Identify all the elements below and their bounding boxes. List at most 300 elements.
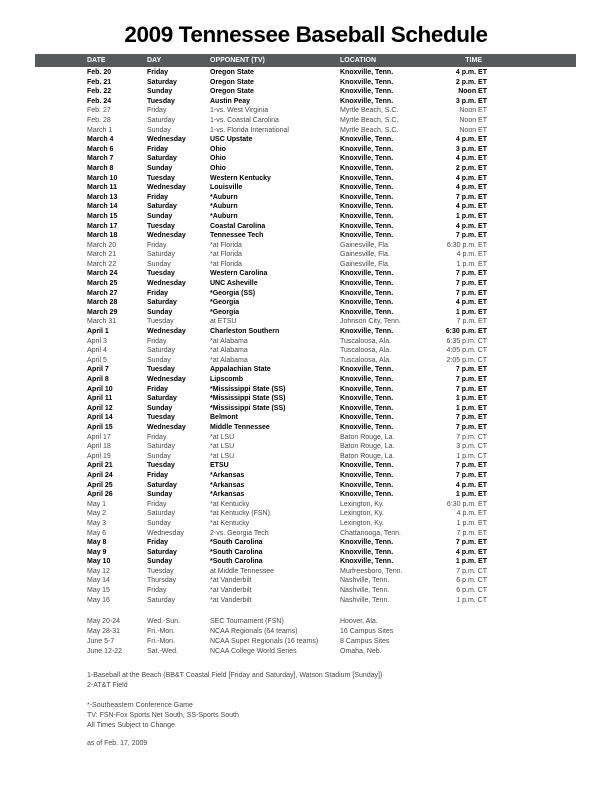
cell-opp: *Georgia (SS) xyxy=(210,289,256,297)
cell-time: 7 p.m. ET xyxy=(455,280,487,288)
cell-day: Sunday xyxy=(147,126,171,134)
cell-opp: *at Kentucky xyxy=(210,519,250,527)
cell-date: May 6 xyxy=(87,529,107,537)
cell-day: Saturday xyxy=(147,203,177,211)
cell-opp: *South Carolina xyxy=(210,558,263,566)
cell-day: Tuesday xyxy=(147,222,175,230)
column-header-opponent: OPPONENT (TV) xyxy=(210,57,265,64)
cell-day: Saturday xyxy=(147,116,176,124)
table-row xyxy=(35,289,576,299)
table-row xyxy=(35,337,576,347)
cell-day: Friday xyxy=(147,500,167,508)
cell-loc: Omaha, Neb. xyxy=(340,648,382,656)
cell-loc: Knoxville, Tenn. xyxy=(340,548,394,556)
table-row xyxy=(35,461,576,471)
table-row xyxy=(35,308,576,318)
cell-time: 7 p.m. ET xyxy=(455,193,487,201)
cell-day: Wed.-Sun. xyxy=(147,618,180,626)
cell-loc: Myrtle Beach, S.C. xyxy=(340,126,399,134)
cell-opp: *at Kentucky (FSN) xyxy=(210,510,270,518)
cell-time: 1 p.m. ET xyxy=(455,212,487,220)
cell-day: Tuesday xyxy=(147,97,175,105)
cell-opp: Coastal Carolina xyxy=(210,222,266,230)
cell-opp: *at Kentucky xyxy=(210,500,250,508)
cell-time: 4:05 p.m. CT xyxy=(446,347,487,355)
cell-loc: Nashville, Tenn. xyxy=(340,577,390,585)
cell-date: April 24 xyxy=(87,471,113,479)
cell-day: Saturday xyxy=(147,548,177,556)
table-row xyxy=(35,231,576,241)
schedule-table xyxy=(35,54,576,657)
cell-date: March 22 xyxy=(87,260,117,268)
cell-day: Wednesday xyxy=(147,328,186,336)
cell-time: Noon ET xyxy=(458,88,487,96)
cell-opp: USC Upstate xyxy=(210,136,253,144)
table-row xyxy=(35,87,576,97)
cell-day: Sunday xyxy=(147,404,173,412)
cell-time: 7 p.m. ET xyxy=(455,270,487,278)
cell-loc: Hoover, Ala. xyxy=(340,618,378,626)
cell-day: Friday xyxy=(147,385,169,393)
cell-time: 7 p.m. ET xyxy=(455,385,487,393)
cell-day: Sunday xyxy=(147,308,173,316)
cell-opp: NCAA College World Series xyxy=(210,648,297,656)
cell-date: April 12 xyxy=(87,404,113,412)
cell-time: 7 p.m. CT xyxy=(456,433,487,441)
cell-time xyxy=(430,647,487,657)
cell-date: March 13 xyxy=(87,193,118,201)
cell-opp: 1-vs. Coastal Carolina xyxy=(210,116,279,124)
cell-day: Tuesday xyxy=(147,414,175,422)
cell-opp: *South Carolina xyxy=(210,548,263,556)
cell-date: March 17 xyxy=(87,222,118,230)
cell-opp: at Middle Tennessee xyxy=(210,567,275,575)
cell-day: Saturday xyxy=(147,155,177,163)
cell-date: March 14 xyxy=(87,203,118,211)
cell-time: 1 p.m. ET xyxy=(455,395,487,403)
footnote-line: 1-Baseball at the Beach (BB&T Coastal Field [Friday and Saturday], Watson Stadium [Sunday]) xyxy=(87,672,383,679)
cell-day: Saturday xyxy=(147,251,176,259)
cell-date: May 20-24 xyxy=(87,618,121,626)
cell-date: March 28 xyxy=(87,299,118,307)
table-row xyxy=(35,548,576,558)
table-row xyxy=(35,413,576,423)
cell-loc: Baton Rouge, La. xyxy=(340,452,395,460)
cell-date: April 8 xyxy=(87,376,109,383)
cell-loc: Knoxville, Tenn. xyxy=(340,88,394,96)
table-row xyxy=(35,164,576,174)
cell-loc: Knoxville, Tenn. xyxy=(340,203,394,211)
cell-loc: Knoxville, Tenn. xyxy=(340,491,394,499)
cell-date: March 4 xyxy=(87,136,114,144)
table-row xyxy=(35,404,576,414)
table-row xyxy=(35,596,576,606)
cell-opp: at ETSU xyxy=(210,318,237,326)
cell-loc: Murfreesboro, Tenn. xyxy=(340,567,403,575)
column-header-location: LOCATION xyxy=(340,57,377,64)
cell-time: 4 p.m. ET xyxy=(455,69,487,76)
cell-day: Friday xyxy=(147,587,167,595)
cell-day: Fri.-Mon. xyxy=(147,638,175,646)
table-row xyxy=(35,116,576,126)
cell-opp: Western Carolina xyxy=(210,270,268,278)
cell-loc: Nashville, Tenn. xyxy=(340,596,390,604)
venue-footnotes xyxy=(87,671,382,691)
footnote-line: TV: FSN-Fox Sports Net South, SS-Sports South xyxy=(87,712,239,719)
cell-loc: Gainesville, Fla. xyxy=(340,241,390,249)
cell-time: 4 p.m. ET xyxy=(455,299,487,307)
cell-loc: Chattanooga, Tenn. xyxy=(340,529,401,537)
table-row xyxy=(35,202,576,212)
cell-loc: Knoxville, Tenn. xyxy=(340,366,394,374)
cell-time: 1 p.m. ET xyxy=(455,491,487,499)
cell-time: 4 p.m. ET xyxy=(455,481,487,489)
cell-opp: Ohio xyxy=(210,145,226,153)
cell-opp: Western Kentucky xyxy=(210,174,271,182)
cell-day: Friday xyxy=(147,337,167,345)
cell-time: 6:35 p.m. CT xyxy=(446,337,487,345)
table-row xyxy=(35,375,576,385)
cell-day: Sunday xyxy=(147,260,171,268)
cell-loc: Knoxville, Tenn. xyxy=(340,395,394,403)
cell-loc: Knoxville, Tenn. xyxy=(340,462,394,470)
cell-date: April 5 xyxy=(87,356,107,364)
cell-time: 6:30 p.m. ET xyxy=(446,241,487,249)
cell-loc: Gainesville, Fla. xyxy=(340,251,390,259)
cell-date: May 12 xyxy=(87,567,110,575)
cell-opp: NCAA Regionals (64 teams) xyxy=(210,628,298,636)
cell-day: Saturday xyxy=(147,443,176,451)
cell-loc: Lexington, Ky. xyxy=(340,510,384,518)
column-header-time: TIME xyxy=(465,57,482,64)
table-row xyxy=(35,212,576,222)
cell-loc: Knoxville, Tenn. xyxy=(340,232,394,240)
cell-loc: Knoxville, Tenn. xyxy=(340,558,394,566)
cell-loc: Knoxville, Tenn. xyxy=(340,328,394,336)
cell-time: 7 p.m. ET xyxy=(455,414,487,422)
cell-time: 1 p.m. ET xyxy=(455,404,487,412)
cell-date: March 27 xyxy=(87,289,118,297)
cell-time: 7 p.m. ET xyxy=(455,539,487,547)
table-row xyxy=(35,68,576,78)
cell-day: Wednesday xyxy=(147,136,186,144)
cell-time: 7 p.m. ET xyxy=(455,232,487,240)
cell-date: April 11 xyxy=(87,395,113,403)
cell-loc: Tuscaloosa, Ala. xyxy=(340,337,392,345)
cell-loc: Knoxville, Tenn. xyxy=(340,184,394,192)
cell-day: Friday xyxy=(147,107,167,115)
table-row xyxy=(35,481,576,491)
cell-date: April 25 xyxy=(87,481,113,489)
cell-loc: Baton Rouge, La. xyxy=(340,433,395,441)
cell-day: Thursday xyxy=(147,577,177,585)
cell-time: 3 p.m. CT xyxy=(456,443,487,451)
cell-opp: *Mississippi State (SS) xyxy=(210,404,286,412)
cell-time: 4 p.m. ET xyxy=(455,548,487,556)
table-row xyxy=(35,394,576,404)
cell-opp: SEC Tournament (FSN) xyxy=(210,618,284,626)
cell-date: March 21 xyxy=(87,251,117,259)
cell-opp: Appalachian State xyxy=(210,366,271,374)
table-header-row xyxy=(35,54,576,67)
table-row xyxy=(35,193,576,203)
cell-opp: Oregon State xyxy=(210,78,254,86)
cell-date: March 20 xyxy=(87,241,117,249)
cell-day: Sunday xyxy=(147,356,171,364)
cell-date: Feb. 27 xyxy=(87,107,111,115)
cell-opp: *at LSU xyxy=(210,443,235,451)
cell-day: Sunday xyxy=(147,452,171,460)
cell-opp: *at Vanderbilt xyxy=(210,596,252,604)
cell-time: 1 p.m. ET xyxy=(455,558,487,566)
cell-opp: NCAA Super Regionals (16 teams) xyxy=(210,638,319,646)
cell-day: Tuesday xyxy=(147,366,175,374)
cell-date: March 25 xyxy=(87,280,118,288)
cell-day: Friday xyxy=(147,289,169,297)
cell-day: Fri.-Mon. xyxy=(147,628,175,636)
cell-loc: Knoxville, Tenn. xyxy=(340,289,394,297)
cell-loc: Lexington, Ky. xyxy=(340,519,384,527)
cell-time: 3 p.m. ET xyxy=(455,97,487,105)
table-row xyxy=(35,106,576,116)
cell-loc: Knoxville, Tenn. xyxy=(340,471,394,479)
cell-date: May 15 xyxy=(87,587,110,595)
cell-date: March 15 xyxy=(87,212,118,220)
cell-loc: Knoxville, Tenn. xyxy=(340,78,394,86)
cell-day: Wednesday xyxy=(147,529,184,537)
cell-time: 4 p.m. ET xyxy=(455,136,487,144)
cell-time: 3 p.m. ET xyxy=(455,145,487,153)
cell-loc: Knoxville, Tenn. xyxy=(340,280,394,288)
cell-loc: Lexington, Ky. xyxy=(340,500,384,508)
table-row xyxy=(35,385,576,395)
cell-time: 2:05 p.m. CT xyxy=(446,356,487,364)
cell-time: 7 p.m. ET xyxy=(455,289,487,297)
table-row xyxy=(35,637,576,647)
cell-time: 7 p.m. ET xyxy=(456,318,487,326)
cell-date: April 18 xyxy=(87,443,111,451)
column-header-date: DATE xyxy=(87,57,106,64)
cell-date: June 12-22 xyxy=(87,648,123,656)
cell-opp: *Arkansas xyxy=(210,491,245,499)
cell-date: Feb. 24 xyxy=(87,97,112,105)
cell-opp: 1-vs. West Virginia xyxy=(210,107,269,115)
cell-day: Sunday xyxy=(147,164,173,172)
cell-day: Saturday xyxy=(147,596,176,604)
cell-date: March 1 xyxy=(87,126,113,134)
cell-opp: *South Carolina xyxy=(210,539,263,547)
table-row xyxy=(35,433,576,443)
cell-loc: Knoxville, Tenn. xyxy=(340,97,394,105)
cell-opp: *Georgia xyxy=(210,308,240,316)
cell-date: May 3 xyxy=(87,519,107,527)
cell-day: Friday xyxy=(147,241,167,249)
cell-time: 7 p.m. ET xyxy=(456,529,487,537)
cell-date: May 28-31 xyxy=(87,628,121,636)
table-row xyxy=(35,557,576,567)
cell-day: Sunday xyxy=(147,519,171,527)
cell-time xyxy=(430,627,487,637)
footnote-line: *-Southeastern Conference Game xyxy=(87,702,193,709)
table-row xyxy=(35,222,576,232)
table-row xyxy=(35,250,576,260)
cell-opp: *at LSU xyxy=(210,452,235,460)
cell-time: Noon ET xyxy=(459,116,487,124)
cell-opp: Ohio xyxy=(210,164,226,172)
cell-day: Saturday xyxy=(147,347,176,355)
table-row xyxy=(35,586,576,596)
cell-loc: Knoxville, Tenn. xyxy=(340,193,394,201)
cell-opp: *Auburn xyxy=(210,193,238,201)
table-row xyxy=(35,145,576,155)
cell-time: 1 p.m. CT xyxy=(456,452,487,460)
cell-opp: Oregon State xyxy=(210,88,254,96)
table-row xyxy=(35,241,576,251)
cell-opp: *at Florida xyxy=(210,251,242,259)
page-title: 2009 Tennessee Baseball Schedule xyxy=(124,22,488,47)
cell-date: April 14 xyxy=(87,414,113,422)
cell-day: Wednesday xyxy=(147,232,186,240)
cell-opp: Oregon State xyxy=(210,69,254,76)
cell-day: Tuesday xyxy=(147,174,175,182)
cell-date: March 18 xyxy=(87,232,118,240)
cell-day: Saturday xyxy=(147,299,177,307)
cell-date: May 8 xyxy=(87,539,107,547)
cell-day: Saturday xyxy=(147,481,177,489)
cell-time: 6 p.m. CT xyxy=(456,577,487,585)
cell-time: 4 p.m. ET xyxy=(455,184,487,192)
table-row xyxy=(35,471,576,481)
cell-date: May 16 xyxy=(87,596,110,604)
cell-time: 6:30 p.m. ET xyxy=(446,500,487,508)
cell-day: Saturday xyxy=(147,395,177,403)
cell-opp: 2-vs. Georgia Tech xyxy=(210,529,269,537)
table-row xyxy=(35,519,576,529)
cell-loc: 8 Campus Sites xyxy=(340,638,390,646)
cell-opp: *Arkansas xyxy=(210,481,245,489)
cell-loc: Knoxville, Tenn. xyxy=(340,404,394,412)
cell-time: 7 p.m. ET xyxy=(455,366,487,374)
cell-date: May 2 xyxy=(87,510,107,518)
cell-opp: *at Alabama xyxy=(210,356,248,364)
cell-time: 7 p.m. ET xyxy=(455,423,487,431)
table-row xyxy=(35,576,576,586)
cell-opp: *Mississippi State (SS) xyxy=(210,385,286,393)
table-row xyxy=(35,452,576,462)
cell-day: Friday xyxy=(147,69,169,76)
cell-loc: Knoxville, Tenn. xyxy=(340,212,394,220)
cell-opp: *Auburn xyxy=(210,203,238,211)
cell-opp: Middle Tennessee xyxy=(210,423,270,431)
cell-opp: *Georgia xyxy=(210,299,240,307)
table-row xyxy=(35,174,576,184)
cell-date: March 11 xyxy=(87,184,117,192)
table-row xyxy=(35,647,576,657)
cell-date: April 4 xyxy=(87,347,107,355)
column-header-day: DAY xyxy=(147,57,162,64)
cell-opp: *at Florida xyxy=(210,241,242,249)
cell-time: 7 p.m. ET xyxy=(455,376,487,383)
cell-time: 2 p.m. ET xyxy=(455,78,487,86)
cell-opp: Belmont xyxy=(210,414,238,422)
cell-opp: Charleston Southern xyxy=(210,328,280,336)
cell-loc: Knoxville, Tenn. xyxy=(340,174,394,182)
cell-time: 7 p.m. CT xyxy=(456,567,487,575)
cell-date: March 8 xyxy=(87,164,114,172)
table-row xyxy=(35,442,576,452)
postseason-rows xyxy=(35,616,576,657)
cell-day: Friday xyxy=(147,193,169,201)
footnote-line: 2-AT&T Field xyxy=(87,682,128,689)
table-row xyxy=(35,567,576,577)
cell-date: Feb. 20 xyxy=(87,69,112,76)
cell-day: Friday xyxy=(147,471,169,479)
cell-time: 6:30 p.m. ET xyxy=(445,328,487,336)
cell-opp: *at Vanderbilt xyxy=(210,577,252,585)
cell-opp: *at Alabama xyxy=(210,337,248,345)
cell-loc: Myrtle Beach, S.C. xyxy=(340,107,399,115)
footnote-line: All Times Subject to Change xyxy=(87,722,175,729)
cell-loc: Knoxville, Tenn. xyxy=(340,136,394,144)
cell-loc: Knoxville, Tenn. xyxy=(340,308,394,316)
table-row xyxy=(35,346,576,356)
cell-day: Tuesday xyxy=(147,270,175,278)
cell-time: Noon ET xyxy=(459,126,487,134)
cell-time: 1 p.m. CT xyxy=(456,596,487,604)
cell-day: Sunday xyxy=(147,212,173,220)
cell-loc: Knoxville, Tenn. xyxy=(340,164,394,172)
cell-opp: ETSU xyxy=(210,462,229,470)
as-of-date: as of Feb. 17, 2009 xyxy=(87,740,148,747)
cell-loc: Knoxville, Tenn. xyxy=(340,222,394,230)
cell-time: 4 p.m. ET xyxy=(456,510,487,518)
cell-loc: Gainesville, Fla. xyxy=(340,260,390,268)
table-row xyxy=(35,298,576,308)
cell-loc: Tuscaloosa, Ala. xyxy=(340,356,392,364)
cell-time xyxy=(430,637,487,647)
cell-time: 4 p.m. ET xyxy=(456,251,487,259)
table-row xyxy=(35,317,576,327)
table-row xyxy=(35,529,576,539)
cell-date: April 17 xyxy=(87,433,111,441)
cell-loc: Johnson City, Tenn. xyxy=(340,318,401,326)
cell-loc: Knoxville, Tenn. xyxy=(340,481,394,489)
cell-loc: Knoxville, Tenn. xyxy=(340,539,394,547)
table-row xyxy=(35,509,576,519)
cell-loc: Knoxville, Tenn. xyxy=(340,423,394,431)
cell-time: 1 p.m. ET xyxy=(455,308,487,316)
cell-date: May 14 xyxy=(87,577,110,585)
cell-date: March 6 xyxy=(87,145,114,153)
cell-day: Sunday xyxy=(147,491,173,499)
cell-date: April 19 xyxy=(87,452,111,460)
cell-loc: Knoxville, Tenn. xyxy=(340,155,394,163)
cell-date: March 31 xyxy=(87,318,117,326)
cell-time: 7 p.m. ET xyxy=(455,462,487,470)
table-row xyxy=(35,154,576,164)
cell-opp: Lipscomb xyxy=(210,376,244,383)
table-row xyxy=(35,97,576,107)
cell-date: May 9 xyxy=(87,548,107,556)
cell-time: 1 p.m. ET xyxy=(456,519,487,527)
cell-opp: *Mississippi State (SS) xyxy=(210,395,286,403)
cell-date: March 24 xyxy=(87,270,118,278)
table-row xyxy=(35,356,576,366)
table-row xyxy=(35,183,576,193)
cell-day: Wednesday xyxy=(147,376,186,383)
cell-date: April 1 xyxy=(87,328,109,336)
cell-loc: 16 Campus Sites xyxy=(340,628,394,636)
